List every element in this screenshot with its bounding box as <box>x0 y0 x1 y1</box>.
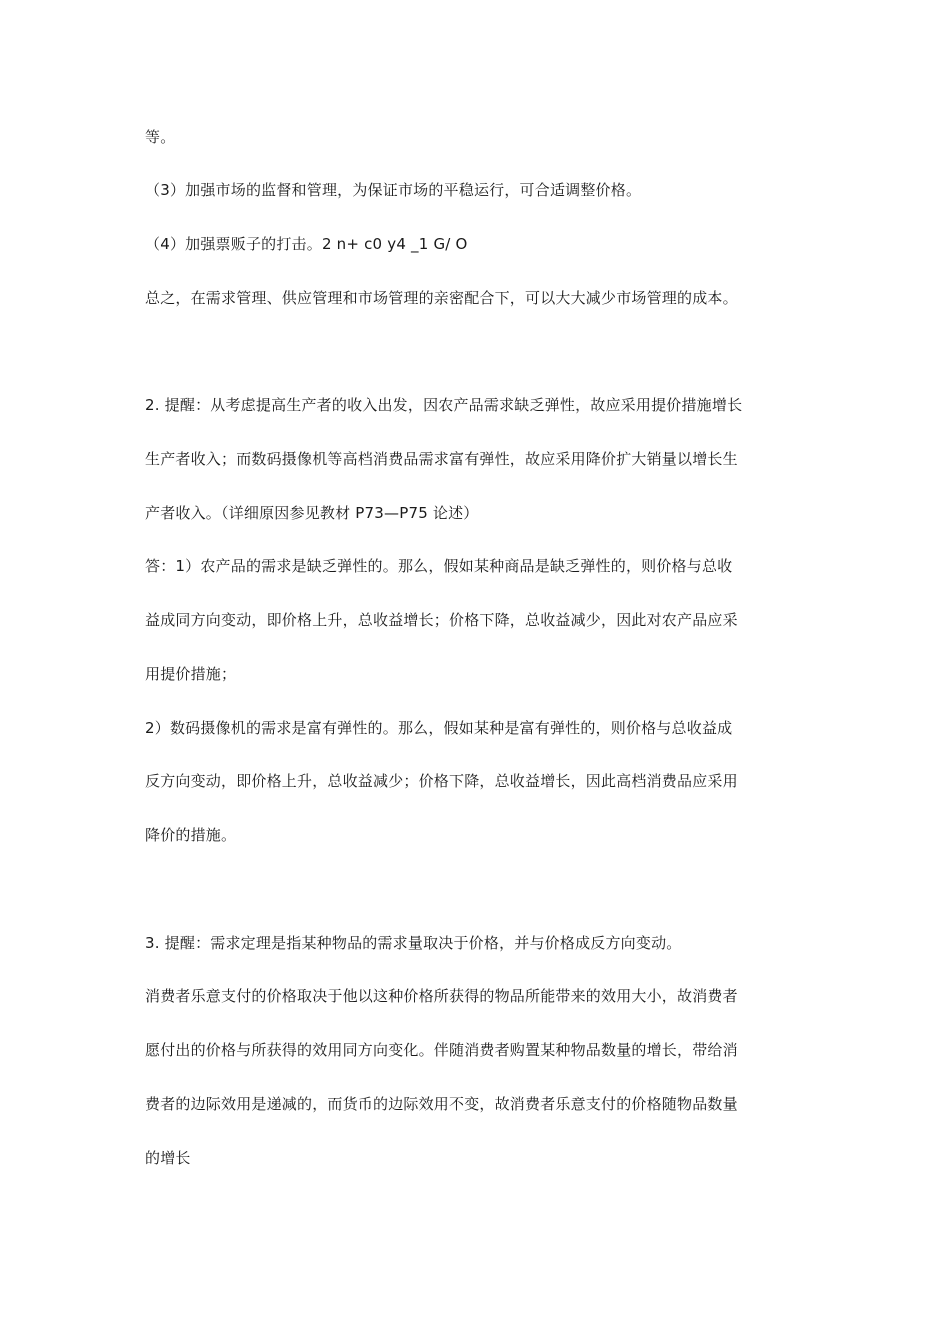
text-line: 2）数码摄像机的需求是富有弹性的。那么，假如某种是富有弹性的，则价格与总收益成 <box>145 719 733 737</box>
text-line: 生产者收入；而数码摄像机等高档消费品需求富有弹性，故应采用降价扩大销量以增长生 <box>145 450 738 468</box>
text-line: （4）加强票贩子的打击。2 n+ c0 y4 _1 G/ O <box>145 235 468 253</box>
text-line: 愿付出的价格与所获得的效用同方向变化。伴随消费者购置某种物品数量的增长，带给消 <box>145 1041 738 1059</box>
text-line: 的增长 <box>145 1149 191 1167</box>
text-line: 3. 提醒：需求定理是指某种物品的需求量取决于价格，并与价格成反方向变动。 <box>145 934 682 952</box>
text-line: 降价的措施。 <box>145 826 237 844</box>
text-line: 益成同方向变动，即价格上升，总收益增长；价格下降，总收益减少，因此对农产品应采 <box>145 611 738 629</box>
text-line: 消费者乐意支付的价格取决于他以这种价格所获得的物品所能带来的效用大小，故消费者 <box>145 987 738 1005</box>
text-line: 总之，在需求管理、供应管理和市场管理的亲密配合下，可以大大减少市场管理的成本。 <box>145 289 738 307</box>
text-line: 反方向变动，即价格上升，总收益减少；价格下降，总收益增长，因此高档消费品应采用 <box>145 772 738 790</box>
text-line: 用提价措施； <box>145 665 237 683</box>
text-line: 等。 <box>145 128 176 146</box>
text-line: （3）加强市场的监督和管理，为保证市场的平稳运行，可合适调整价格。 <box>145 181 642 199</box>
text-line: 2. 提醒：从考虑提高生产者的收入出发，因农产品需求缺乏弹性，故应采用提价措施增长 <box>145 396 743 414</box>
text-line: 产者收入。（详细原因参见教材 P73—P75 论述） <box>145 504 479 522</box>
text-line: 费者的边际效用是递减的，而货币的边际效用不变，故消费者乐意支付的价格随物品数量 <box>145 1095 738 1113</box>
text-line: 答：1）农产品的需求是缺乏弹性的。那么，假如某种商品是缺乏弹性的，则价格与总收 <box>145 557 733 575</box>
